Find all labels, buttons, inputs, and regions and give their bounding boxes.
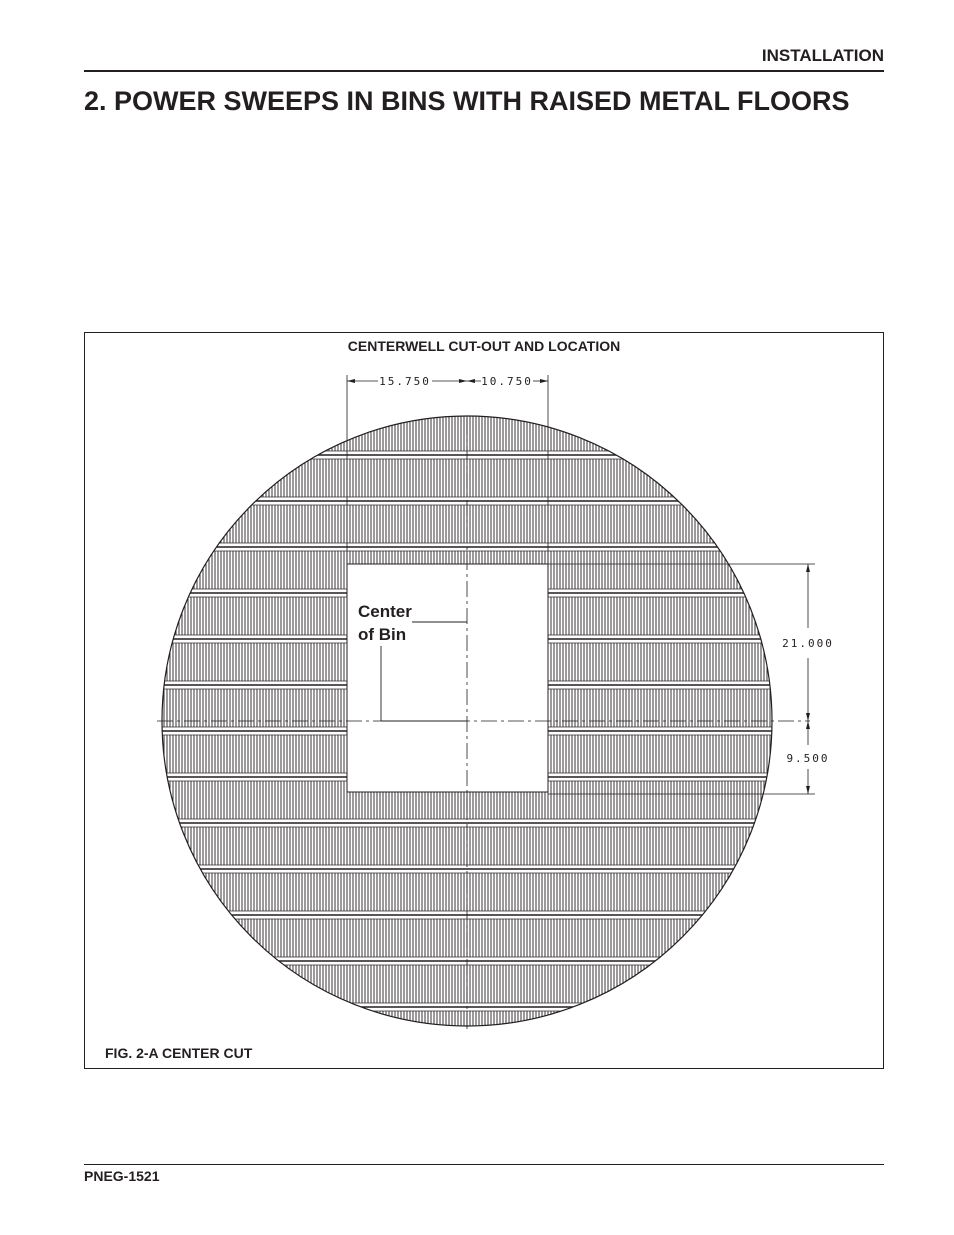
center-of-bin-callout	[358, 600, 412, 646]
header-rule	[84, 70, 884, 72]
page-title: 2. POWER SWEEPS IN BINS WITH RAISED METAL FLOORS	[84, 86, 850, 116]
dimension-top-offset: 21.000	[782, 637, 834, 650]
dimension-right-offset: 10.750	[481, 375, 533, 388]
centerwell-cutout	[347, 564, 548, 792]
centerwell-drawing	[85, 333, 883, 1068]
footer-doc-number: PNEG-1521	[84, 1168, 160, 1184]
figure-caption: FIG. 2-A CENTER CUT	[105, 1045, 253, 1061]
dimension-left-offset: 15.750	[379, 375, 431, 388]
callout-line-1: Center	[358, 602, 412, 621]
footer-rule	[84, 1164, 884, 1165]
header-section-label: INSTALLATION	[761, 46, 884, 65]
dimension-bottom-offset: 9.500	[786, 752, 830, 765]
callout-line-2: of Bin	[358, 625, 407, 644]
figure-box	[84, 332, 884, 1069]
figure-title: CENTERWELL CUT-OUT AND LOCATION	[347, 338, 621, 354]
